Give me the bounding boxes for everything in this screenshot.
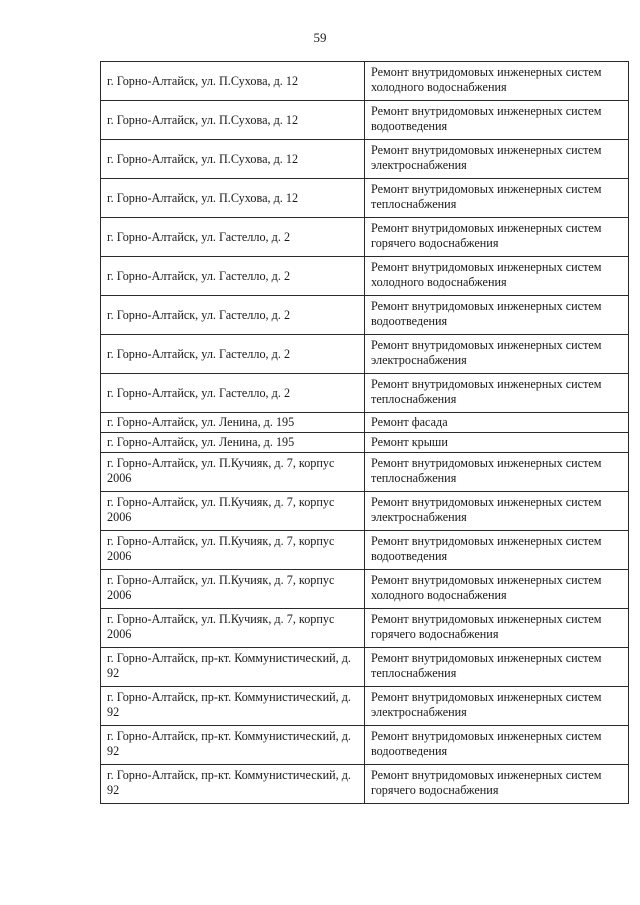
work-cell: Ремонт внутридомовых инженерных систем горячего водоснабжения <box>365 218 629 257</box>
address-cell: г. Горно-Алтайск, ул. П.Сухова, д. 12 <box>101 62 365 101</box>
address-cell: г. Горно-Алтайск, пр-кт. Коммунистический, д. 92 <box>101 765 365 804</box>
address-cell: г. Горно-Алтайск, ул. Ленина, д. 195 <box>101 433 365 453</box>
page-number: 59 <box>313 30 327 45</box>
work-cell: Ремонт внутридомовых инженерных систем водоотведения <box>365 531 629 570</box>
work-cell: Ремонт внутридомовых инженерных систем холодного водоснабжения <box>365 570 629 609</box>
table-row <box>101 648 629 687</box>
address-cell: г. Горно-Алтайск, ул. П.Кучияк, д. 7, корпус 2006 <box>101 492 365 531</box>
address-cell: г. Горно-Алтайск, ул. П.Сухова, д. 12 <box>101 140 365 179</box>
address-cell: г. Горно-Алтайск, пр-кт. Коммунистический, д. 92 <box>101 648 365 687</box>
address-cell: г. Горно-Алтайск, ул. Гастелло, д. 2 <box>101 296 365 335</box>
work-cell: Ремонт внутридомовых инженерных систем теплоснабжения <box>365 179 629 218</box>
table-row <box>101 101 629 140</box>
work-cell: Ремонт внутридомовых инженерных систем теплоснабжения <box>365 374 629 413</box>
table-row <box>101 374 629 413</box>
address-cell: г. Горно-Алтайск, ул. П.Сухова, д. 12 <box>101 101 365 140</box>
work-cell: Ремонт внутридомовых инженерных систем электроснабжения <box>365 335 629 374</box>
work-cell: Ремонт внутридомовых инженерных систем электроснабжения <box>365 140 629 179</box>
work-cell: Ремонт внутридомовых инженерных систем холодного водоснабжения <box>365 62 629 101</box>
table-row <box>101 296 629 335</box>
table-row <box>101 687 629 726</box>
work-cell: Ремонт внутридомовых инженерных систем теплоснабжения <box>365 453 629 492</box>
table-row <box>101 179 629 218</box>
work-cell: Ремонт внутридомовых инженерных систем холодного водоснабжения <box>365 257 629 296</box>
table-row <box>101 609 629 648</box>
work-cell: Ремонт внутридомовых инженерных систем водоотведения <box>365 726 629 765</box>
address-cell: г. Горно-Алтайск, пр-кт. Коммунистический, д. 92 <box>101 687 365 726</box>
work-cell: Ремонт внутридомовых инженерных систем электроснабжения <box>365 687 629 726</box>
work-cell: Ремонт внутридомовых инженерных систем водоотведения <box>365 101 629 140</box>
work-cell: Ремонт внутридомовых инженерных систем теплоснабжения <box>365 648 629 687</box>
address-cell: г. Горно-Алтайск, ул. Ленина, д. 195 <box>101 413 365 433</box>
table-row <box>101 765 629 804</box>
address-cell: г. Горно-Алтайск, ул. Гастелло, д. 2 <box>101 257 365 296</box>
work-cell: Ремонт крыши <box>365 433 629 453</box>
table-row <box>101 140 629 179</box>
table-row <box>101 335 629 374</box>
address-cell: г. Горно-Алтайск, пр-кт. Коммунистический, д. 92 <box>101 726 365 765</box>
address-cell: г. Горно-Алтайск, ул. Гастелло, д. 2 <box>101 335 365 374</box>
address-cell: г. Горно-Алтайск, ул. П.Кучияк, д. 7, корпус 2006 <box>101 609 365 648</box>
work-cell: Ремонт внутридомовых инженерных систем горячего водоснабжения <box>365 609 629 648</box>
table-row <box>101 218 629 257</box>
table-row <box>101 570 629 609</box>
work-cell: Ремонт внутридомовых инженерных систем водоотведения <box>365 296 629 335</box>
table-row <box>101 62 629 101</box>
address-cell: г. Горно-Алтайск, ул. П.Кучияк, д. 7, корпус 2006 <box>101 453 365 492</box>
address-cell: г. Горно-Алтайск, ул. Гастелло, д. 2 <box>101 374 365 413</box>
table-row <box>101 726 629 765</box>
address-cell: г. Горно-Алтайск, ул. Гастелло, д. 2 <box>101 218 365 257</box>
table-row <box>101 257 629 296</box>
address-cell: г. Горно-Алтайск, ул. П.Кучияк, д. 7, корпус 2006 <box>101 570 365 609</box>
work-cell: Ремонт внутридомовых инженерных систем горячего водоснабжения <box>365 765 629 804</box>
work-cell: Ремонт внутридомовых инженерных систем электроснабжения <box>365 492 629 531</box>
work-cell: Ремонт фасада <box>365 413 629 433</box>
repair-table-body <box>101 62 629 804</box>
repair-table <box>100 61 629 804</box>
table-row <box>101 413 629 433</box>
table-row <box>101 433 629 453</box>
address-cell: г. Горно-Алтайск, ул. П.Кучияк, д. 7, корпус 2006 <box>101 531 365 570</box>
table-row <box>101 531 629 570</box>
address-cell: г. Горно-Алтайск, ул. П.Сухова, д. 12 <box>101 179 365 218</box>
table-row <box>101 453 629 492</box>
table-row <box>101 492 629 531</box>
